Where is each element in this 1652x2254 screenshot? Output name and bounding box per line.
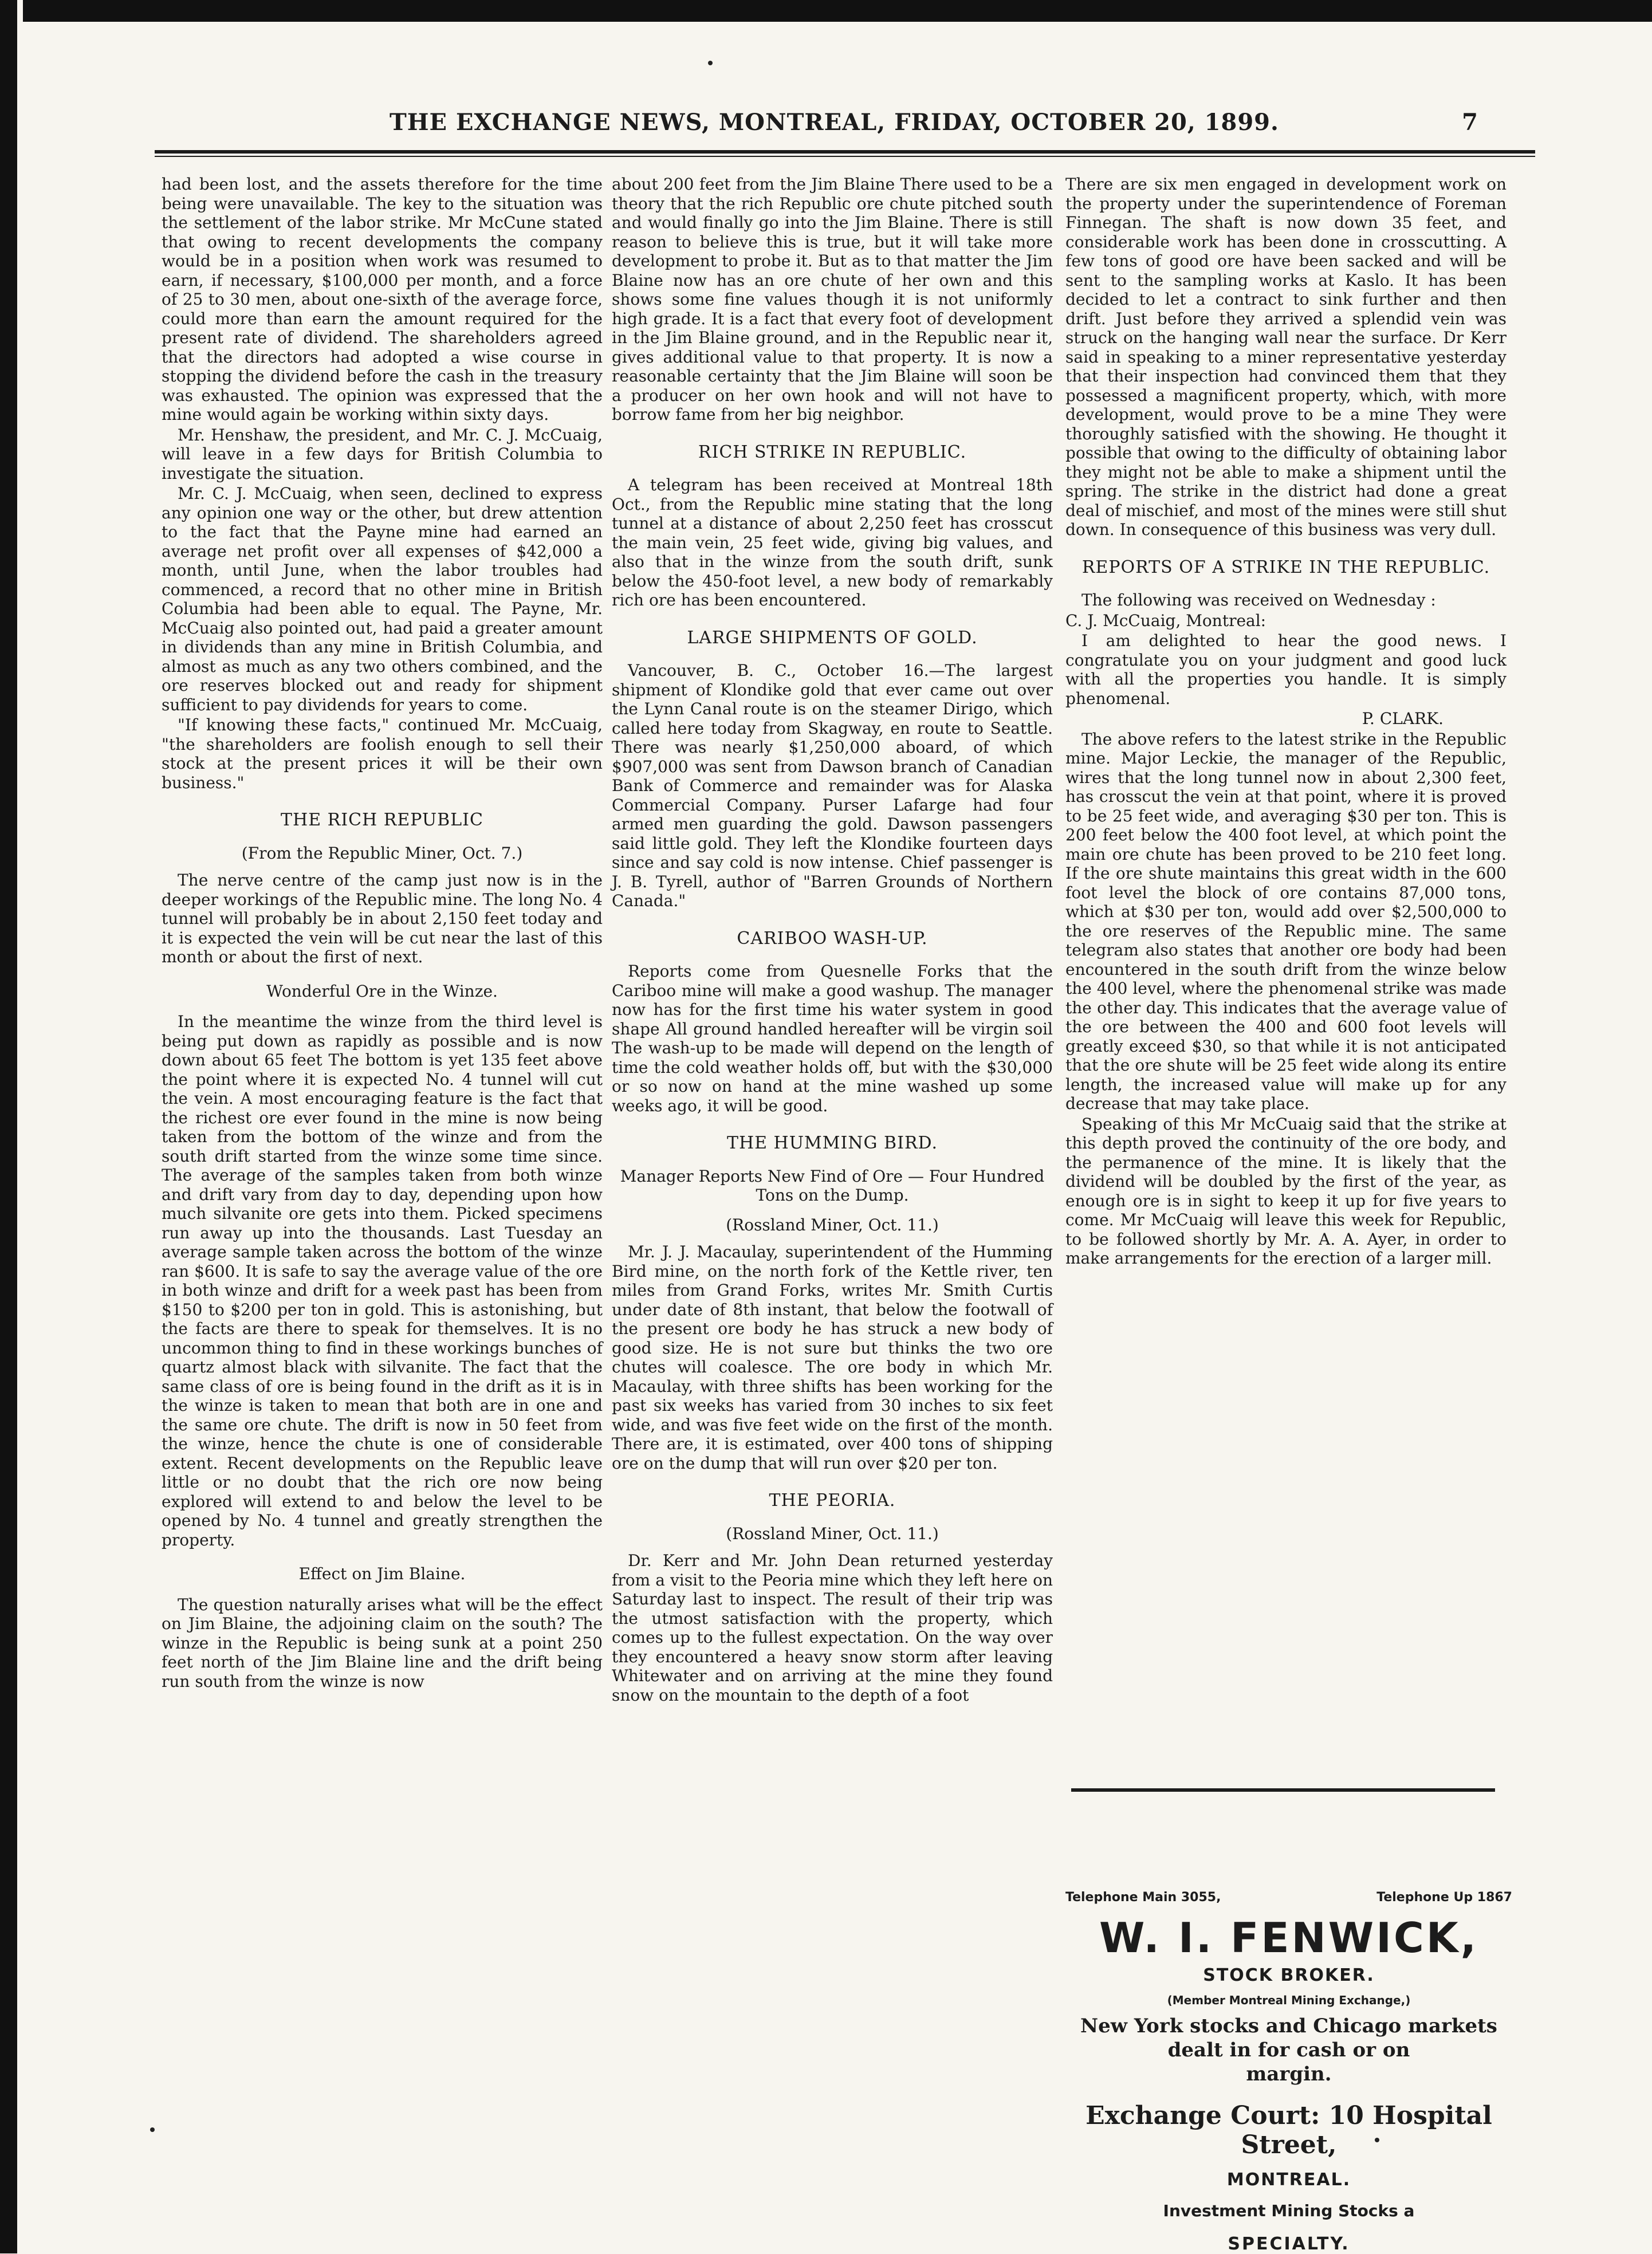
- advertisement-fenwick: [1065, 1890, 1512, 2254]
- phone-up: Telephone Up 1867: [1376, 1890, 1512, 1905]
- scan-border-top: [23, 0, 1652, 22]
- paragraph: In the meantime the winze from the third level is being put down as rapidly as possible and is now down about 65 feet The bottom is yet 135 feet above the point where it is expected No. 4 tunnel will cut the vein. A most encouraging feature is the fact that the richest ore ever found in the mine is now being taken from the bottom of the winze and from the south drift started from the winze some time since. The average of the samples taken from both winze and drift vary from day to day, depending upon how much silvanite ore gets into them. Picked specimens run away up into the thousands. Last Tuesday an average sample taken across the bottom of the winze ran $600. It is safe to say the average value of the ore in both winze and drift for a week past has been from $150 to $200 per ton in gold. This is astonishing, but the facts are there to speak for themselves. It is no uncommon thing to find in these workings bunches of quartz almost black with silvanite. The fact that the same class of ore is being found in the drift as it is in the winze is taken to mean that both are in one and the same ore chute. The drift is now in 50 feet from the winze, hence the chute is one of considerable extent. Recent developments on the Republic leave little or no doubt that the rich ore now being explored will extend to and below the level to be opened by No. 4 tunnel and greatly strengthen the property.: [162, 1012, 603, 1549]
- headline: THE PEORIA.: [769, 1490, 896, 1510]
- paragraph: "If knowing these facts," continued Mr. McCuaig, "the shareholders are foolish enough to sell their stock at the present prices it will be their own business.": [162, 715, 603, 792]
- headline: REPORTS OF A STRIKE IN THE REPUBLIC.: [1081, 557, 1490, 577]
- headline: CARIBOO WASH-UP.: [737, 928, 928, 949]
- paragraph: had been lost, and the assets therefore for the time being were unavailable. The key to the situation was the settlement of the labor strike. Mr McCune stated that owing to recent developments the company would be in a position when work was resumed to earn, if necessary, $100,000 per month, and a force of 25 to 30 men, about one-sixth of the average force, could more than earn the amount required for the present rate of dividend. The shareholders agreed that the directors had adopted a wise course in stopping the dividend before the cash in the treasury was exhausted. The opinion was expressed that the mine would again be working within sixty days.: [162, 175, 603, 424]
- masthead-rule-thin: [155, 156, 1535, 157]
- signature: P. CLARK.: [1362, 709, 1443, 728]
- paragraph: A telegram has been received at Montreal 18th Oct., from the Republic mine stating that the long tunnel at a distance of about 2,250 feet has crosscut the main vein, 25 feet wide, giving big values, and also that in the winze from the south drift, sunk below the 450-foot level, a new body of remarkably rich ore has been encountered.: [612, 475, 1053, 609]
- markets-line: New York stocks and Chicago markets: [1080, 2015, 1497, 2037]
- subheading: Wonderful Ore in the Winze.: [266, 981, 498, 1001]
- paragraph: Mr. Henshaw, the president, and Mr. C. J. McCuaig, will leave in a few days for British Columbia to investigate the situation.: [162, 425, 603, 483]
- ad-phones: [1065, 1890, 1512, 1905]
- addressee: C. J. McCuaig, Montreal:: [1065, 611, 1266, 630]
- investment-line: Investment Mining Stocks a: [1163, 2201, 1415, 2220]
- paragraph: The above refers to the latest strike in the Republic mine. Major Leckie, the manager of the Republic, wires that the long tunnel now in about 2,300 feet, has crosscut the vein at that point, where it is proved to be 25 feet wide, and averaging $30 per ton. This is 200 feet below the 400 foot level, at which point the main ore chute has been proved to be 210 feet long. If the ore shute maintains this great width in the 600 foot level the block of ore contains 87,000 tons, which at $30 per ton, would add over $2,500,000 to the ore reserves of the Republic mine. The same telegram also states that another ore body had been encountered in the south drift from the winze below the 400 level, where the phenomenal strike was made the other day. This indicates that the average value of the ore between the 400 and 600 foot levels will greatly exceed $30, so that while it is not anticipated that the ore shute will be 25 feet wide along its entire length, the increased value will make up for any decrease that may take place.: [1065, 729, 1507, 1113]
- paragraph: Mr. J. J. Macaulay, superintendent of the Humming Bird mine, on the north fork of the Kettle river, ten miles from Grand Forks, writes Mr. Smith Curtis under date of 8th instant, that below the footwall of the present ore body he has struck a new body of good size. He is not sure but thinks the two ore chutes will coalesce. The ore body in which Mr. Macaulay, with three shifts has been working for the past six weeks has varied from 30 inches to six feet wide, and was five feet wide on the first of the month. There are, it is estimated, over 400 tons of shipping ore on the dump that will run over $20 per ton.: [612, 1242, 1053, 1473]
- markets-line: dealt in for cash or on: [1167, 2039, 1410, 2062]
- paragraph: about 200 feet from the Jim Blaine There used to be a theory that the rich Republic ore chute pitched south and would finally go into the Jim Blaine. There is still reason to believe this is true, but it will take more development to probe it. But as to that matter the Jim Blaine now has an ore chute of her own and this shows some fine values though it is not uniformly high grade. It is a fact that every foot of development in the Jim Blaine ground, and in the Republic near it, gives additional value to that property. It is now a reasonable certainty that the Jim Blaine will soon be a producer on her own hook and will not have to borrow fame from her big neighbor.: [612, 175, 1053, 424]
- source-line: (Rossland Miner, Oct. 11.): [726, 1524, 939, 1543]
- masthead-rule: [155, 150, 1535, 154]
- paragraph: The following was received on Wednesday :: [1081, 591, 1436, 609]
- membership: (Member Montreal Mining Exchange,): [1167, 1993, 1411, 2007]
- phone-main: Telephone Main 3055,: [1065, 1890, 1221, 1905]
- city: MONTREAL.: [1226, 2170, 1351, 2190]
- paragraph: I am delighted to hear the good news. I congratulate you on your judgment and good luck with all the properties you handle. It is simply phenomenal.: [1065, 631, 1507, 708]
- masthead: [160, 109, 1478, 149]
- scan-speck: [150, 2127, 155, 2132]
- specialty: SPECIALTY.: [1228, 2234, 1350, 2254]
- paragraph: There are six men engaged in development work on the property under the superintendence of Foreman Finnegan. The shaft is now down 35 feet, and considerable work has been done in crosscutting. A few tons of good ore have been sacked and will be sent to the sampling works at Kaslo. It has been decided to let a contract to sink further and then drift. Just before they arrived a splendid vein was struck on the hanging wall near the surface. Dr Kerr said in speaking to a miner representative yesterday that their inspection had convinced them that they possessed a magnificent property, which, with more development, would prove to be a mine They were thoroughly satisfied with the showing. He thought it possible that owing to the difficulty of obtaining labor they might not be able to make a shipment until the spring. The strike in the district had done a great deal of mischief, and most of the mines were still shut down. In consequence of this business was very dull.: [1065, 175, 1507, 539]
- paragraph: Vancouver, B. C., October 16.—The largest shipment of Klondike gold that ever came out over the Lynn Canal route is on the steamer Dirigo, which called here today from Skagway, en route to Seattle. There was nearly $1,250,000 aboard, of which $907,000 was sent from Dawson branch of Canadian Bank of Commerce and remainder was for Alaska Commercial Company. Purser Lafarge had four armed men guarding the gold. Dawson passengers said little gold. They left the Klondike fourteen days since and say cold is now intense. Chief passenger is J. B. Tyrell, author of "Barren Grounds of Northern Canada.": [612, 661, 1053, 910]
- headline: RICH STRIKE IN REPUBLIC.: [698, 442, 967, 462]
- markets-line: margin.: [1246, 2063, 1332, 2086]
- broker-name: W. I. FENWICK,: [1099, 1914, 1478, 1962]
- column-2: [612, 175, 1053, 1706]
- paragraph: Mr. C. J. McCuaig, when seen, declined to express any opinion one way or the other, but drew attention to the fact that the Payne mine had earned an average net profit over all expenses of $42,000 a month, until June, when the labor troubles had commenced, a record that no other mine in British Columbia had been able to equal. The Payne, Mr. McCuaig also pointed out, had paid a greater amount in dividends than any mine in British Columbia, and almost as much as any two others combined, and the ore reserves blocked out and ready for shipment sufficient to pay dividends for years to come.: [162, 484, 603, 714]
- source-line: (Rossland Miner, Oct. 11.): [726, 1215, 939, 1234]
- column-3: [1065, 175, 1507, 1269]
- subheading: Effect on Jim Blaine.: [298, 1564, 466, 1583]
- paragraph: Dr. Kerr and Mr. John Dean returned yesterday from a visit to the Peoria mine which they left here on Saturday last to inspect. The result of their trip was the utmost satisfaction with the property, which comes up to the fullest expectation. On the way over they encountered a heavy snow storm after leaving Whitewater and on arriving at the mine they found snow on the mountain to the depth of a foot: [612, 1551, 1053, 1705]
- headline: THE HUMMING BIRD.: [726, 1133, 938, 1153]
- page-number: 7: [1462, 109, 1478, 136]
- decorative-rule: [1071, 1788, 1495, 1792]
- paragraph: Reports come from Quesnelle Forks that the Cariboo mine will make a good washup. The manager now has for the first time his water system in good shape All ground handled hereafter will be virgin soil The wash-up to be made will depend on the length of time the cold weather holds off, but with the $30,000 or so now on hand at the mine washed up some weeks ago, it will be good.: [612, 962, 1053, 1115]
- paragraph: The question naturally arises what will be the effect on Jim Blaine, the adjoining claim on the south? The winze in the Republic is being sunk at a point 250 feet north of the Jim Blaine line and the drift being run south from the winze is now: [162, 1595, 603, 1691]
- newspaper-title: THE EXCHANGE NEWS, MONTREAL, FRIDAY, OCTOBER 20, 1899.: [390, 109, 1279, 136]
- headline: LARGE SHIPMENTS OF GOLD.: [687, 627, 978, 648]
- paragraph: The nerve centre of the camp just now is in the deeper workings of the Republic mine. The long No. 4 tunnel will probably be in about 2,150 feet today and it is expected the vein will be cut near the last of this month or about the first of next.: [162, 871, 603, 966]
- subheadline: Manager Reports New Find of Ore — Four Hundred Tons on the Dump.: [620, 1166, 1045, 1205]
- scan-border-left: [0, 0, 17, 2253]
- source-line: (From the Republic Miner, Oct. 7.): [241, 843, 523, 863]
- headline: THE RICH REPUBLIC: [281, 810, 483, 830]
- scan-speck: [708, 61, 713, 65]
- address: Exchange Court: 10 Hospital Street,: [1085, 2101, 1492, 2159]
- column-1: [162, 175, 603, 1692]
- paragraph: Speaking of this Mr McCuaig said that the strike at this depth proved the continuity of the ore body, and the permanence of the mine. It is likely that the dividend will be doubled by the first of the year, as enough ore is in sight to keep it up for five years to come. Mr McCuaig will leave this week for Republic, to be followed shortly by Mr. A. A. Ayer, in order to make arrangements for the erection of a larger mill.: [1065, 1114, 1507, 1268]
- broker-role: STOCK BROKER.: [1203, 1965, 1375, 1985]
